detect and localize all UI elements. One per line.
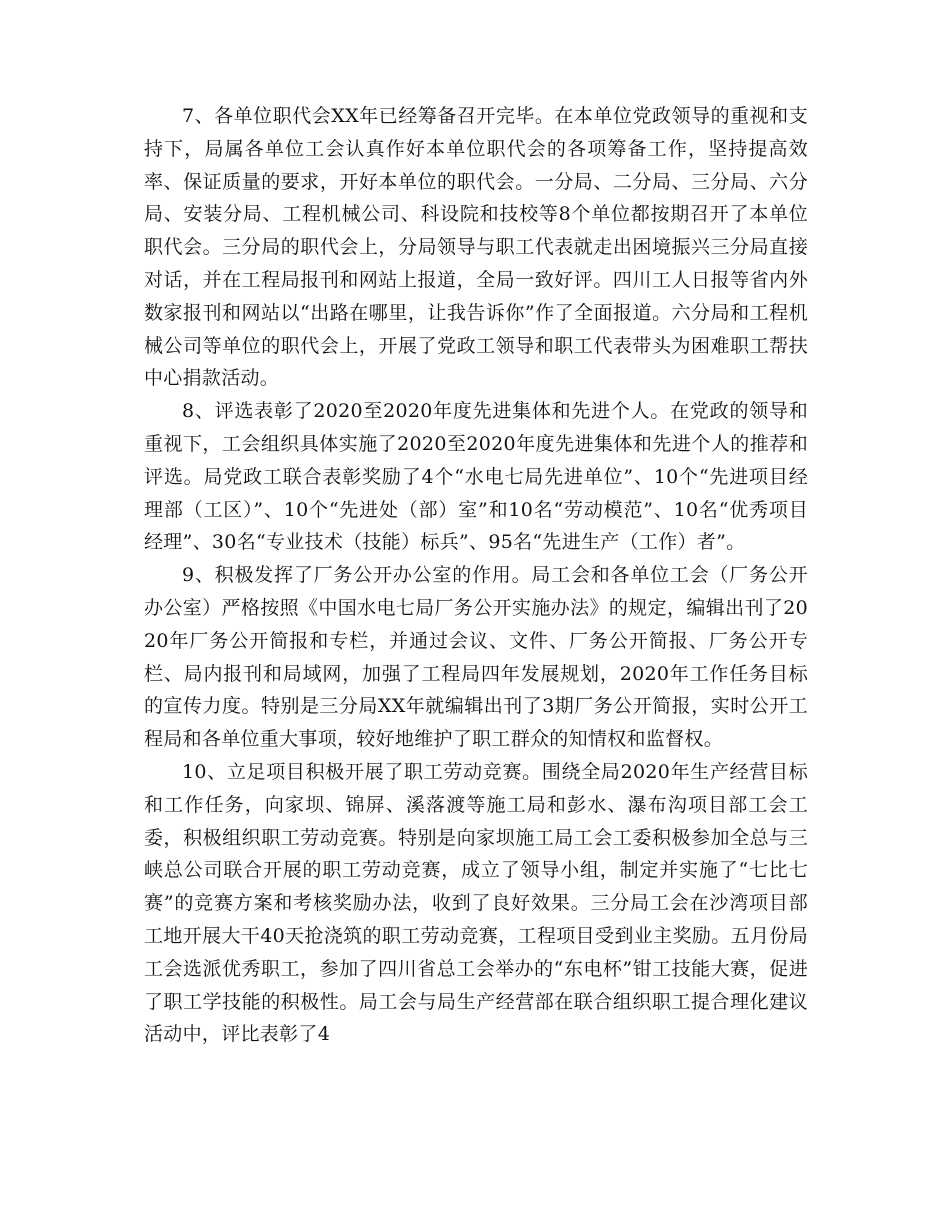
- paragraph-9-factory-affairs: 9、积极发挥了厂务公开办公室的作用。局工会和各单位工会（厂务公开办公室）严格按照《中国水电七局厂务公开实施办法》的规定，编辑出刊了2020年厂务公开简报和专栏，并通过会议、文件、厂务公开简报、厂务公开专栏、局内报刊和局域网，加强了工程局四年发展规划，2020年工作任务目标的宣传力度。特别是三分局XX年就编辑出刊了3期厂务公开简报，实时公开工程局和各单位重大事项，较好地维护了职工群众的知情权和监督权。: [144, 564, 808, 751]
- paragraph-10-labor-competition: 10、立足项目积极开展了职工劳动竞赛。围绕全局2020年生产经营目标和工作任务，向家坝、锦屏、溪落渡等施工局和彭水、瀑布沟项目部工会工委，积极组织职工劳动竞赛。特别是向家坝施工局工会工委积极参加全总与三峡总公司联合开展的职工劳动竞赛，成立了领导小组，制定并实施了“七比七赛”的竞赛方案和考核奖励办法，收到了良好效果。三分局工会在沙湾项目部工地开展大干40天抢浇筑的职工劳动竞赛，工程项目受到业主奖励。五月份局工会选派优秀职工，参加了四川省总工会举办的“东电杯”钳工技能大赛，促进了职工学技能的积极性。局工会与局生产经营部在联合组织职工提合理化建议活动中，评比表彰了4: [144, 760, 808, 1046]
- document-body: [144, 100, 808, 1051]
- paragraph-7-staff-congress: 7、各单位职代会XX年已经筹备召开完毕。在本单位党政领导的重视和支持下，局属各单位工会认真作好本单位职代会的各项筹备工作，坚持提高效率、保证质量的要求，开好本单位的职代会。一分局、二分局、三分局、六分局、安装分局、工程机械公司、科设院和技校等8个单位都按期召开了本单位职代会。三分局的职代会上，分局领导与职工代表就走出困境振兴三分局直接对话，并在工程局报刊和网站上报道，全局一致好评。四川工人日报等省内外数家报刊和网站以“出路在哪里，让我告诉你”作了全面报道。六分局和工程机械公司等单位的职代会上，开展了党政工领导和职工代表带头为困难职工帮扶中心捐款活动。: [144, 105, 808, 390]
- paragraph-8-awards: 8、评选表彰了2020至2020年度先进集体和先进个人。在党政的领导和重视下，工会组织具体实施了2020至2020年度先进集体和先进个人的推荐和评选。局党政工联合表彰奖励了4个“水电七局先进单位”、10个“先进项目经理部（工区）”、10个“先进处（部）室”和10名“劳动模范”、10名“优秀项目经理”、30名“专业技术（技能）标兵”、95名“先进生产（工作）者”。: [144, 400, 808, 554]
